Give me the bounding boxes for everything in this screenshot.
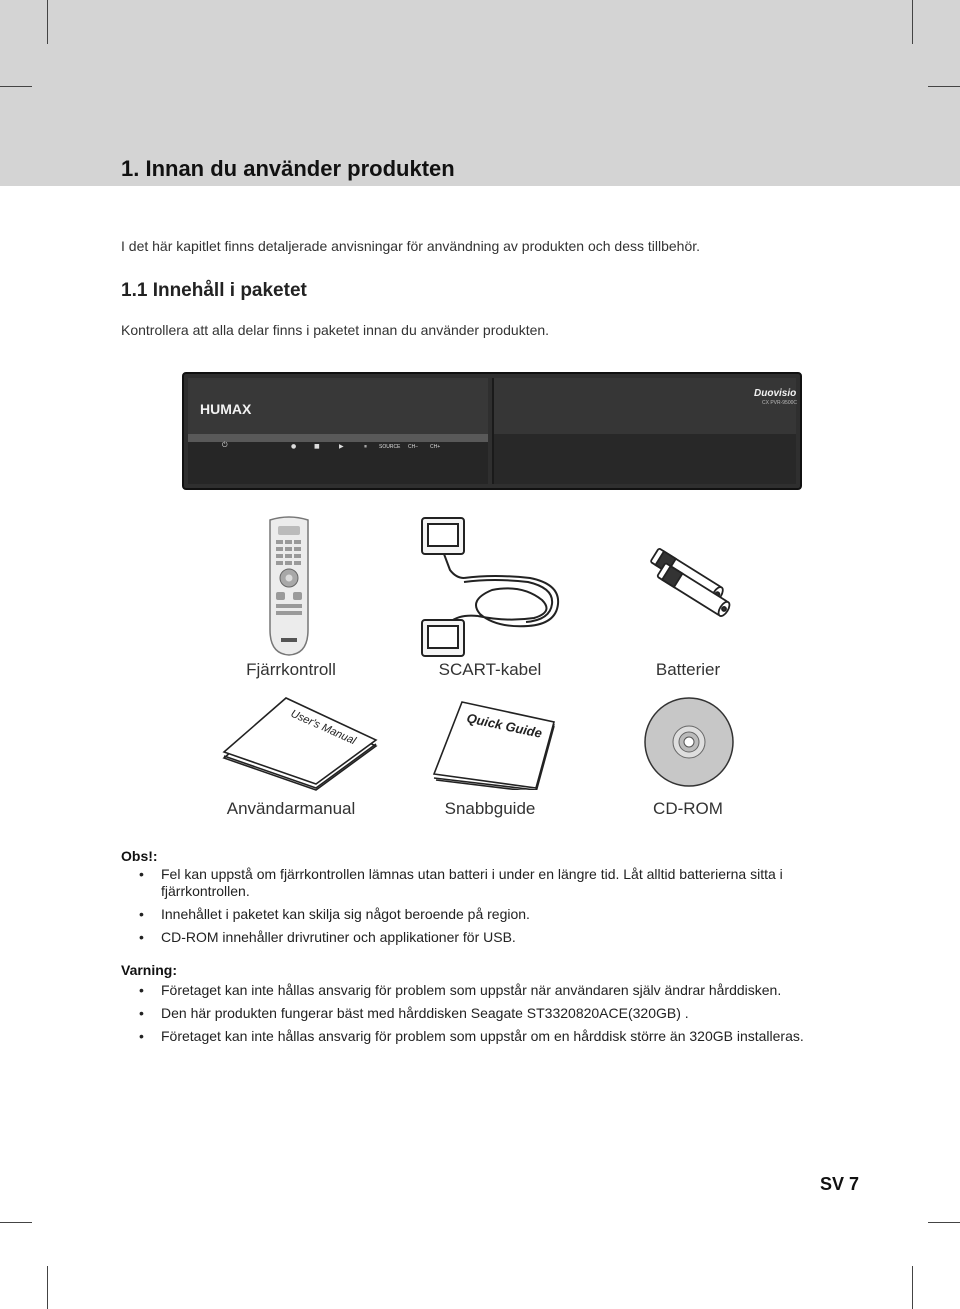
scart-cable-icon bbox=[410, 512, 572, 662]
ch-up-button-label: CH+ bbox=[430, 444, 441, 450]
device-brand: HUMAX bbox=[200, 401, 252, 417]
warning-text: Företaget kan inte hållas ansvarig för problem som uppstår om en hårddisk större än 320GB installeras. bbox=[161, 1028, 804, 1044]
page-number: SV 7 bbox=[820, 1174, 860, 1194]
quick-guide-cover-text: Quick Guide bbox=[465, 710, 544, 741]
quick-guide-icon bbox=[432, 700, 558, 790]
device-model-code: CX PVR-9500C bbox=[762, 400, 798, 406]
crop-mark bbox=[47, 1266, 48, 1309]
warning-item bbox=[121, 1005, 821, 1022]
batteries-illustration bbox=[636, 548, 744, 622]
note-item bbox=[121, 906, 821, 923]
manual-cover-text: User's Manual bbox=[288, 707, 358, 748]
note-item bbox=[121, 929, 821, 946]
user-manual-icon bbox=[220, 696, 380, 792]
power-icon: ⏻ bbox=[222, 441, 228, 449]
chapter-intro: I det här kapitlet finns detaljerade anvisningar för användning av produkten och dess tillbehör. bbox=[121, 238, 701, 254]
bullet: • bbox=[139, 1005, 144, 1021]
note-text: Innehållet i paketet kan skilja sig något beroende på region. bbox=[161, 906, 530, 922]
record-icon: ● bbox=[291, 443, 297, 450]
warning-text: Den här produkten fungerar bäst med hårddisken Seagate ST3320820ACE(320GB) . bbox=[161, 1005, 689, 1021]
caption-quickguide: Snabbguide bbox=[444, 799, 536, 818]
set-top-box-illustration bbox=[182, 372, 802, 490]
warning-list bbox=[121, 982, 821, 1045]
caption-cdrom: CD-ROM bbox=[653, 799, 723, 818]
bullet: • bbox=[139, 982, 144, 998]
chapter-title: 1. Innan du använder produkten bbox=[121, 156, 455, 181]
pause-icon: ⏸ bbox=[364, 443, 368, 450]
section-intro: Kontrollera att alla delar finns i paketet innan du använder produkten. bbox=[121, 322, 550, 338]
note-item bbox=[121, 866, 821, 900]
note-text: CD-ROM innehåller drivrutiner och applikationer för USB. bbox=[161, 929, 516, 945]
bullet: • bbox=[139, 1028, 144, 1044]
play-icon: ▶ bbox=[339, 443, 344, 450]
user-manual-illustration bbox=[220, 696, 380, 792]
remote-control-illustration bbox=[264, 514, 314, 656]
note-heading: Obs!: bbox=[121, 848, 158, 864]
bullet: • bbox=[139, 866, 144, 882]
cd-rom-icon bbox=[643, 696, 735, 788]
crop-mark bbox=[928, 1222, 960, 1223]
source-button-label: SOURCE bbox=[379, 444, 401, 450]
warning-heading: Varning: bbox=[121, 962, 178, 978]
caption-batteries: Batterier bbox=[655, 660, 721, 679]
crop-mark bbox=[912, 0, 913, 44]
crop-mark bbox=[912, 1266, 913, 1309]
warning-item bbox=[121, 982, 821, 999]
warning-text: Företaget kan inte hållas ansvarig för problem som uppstår när användaren själv ändrar hårddisken. bbox=[161, 982, 782, 998]
device-model-logo: Duovisio bbox=[754, 388, 797, 399]
crop-mark bbox=[47, 0, 48, 44]
caption-scart: SCART-kabel bbox=[438, 660, 542, 679]
warning-item bbox=[121, 1028, 821, 1045]
crop-mark bbox=[0, 86, 32, 87]
bullet: • bbox=[139, 929, 144, 945]
note-list bbox=[121, 866, 821, 946]
crop-mark bbox=[0, 1222, 32, 1223]
bullet: • bbox=[139, 906, 144, 922]
note-text: Fel kan uppstå om fjärrkontrollen lämnas utan batteri i under en längre tid. Låt alltid batterierna sitta i fjärrkontrollen. bbox=[161, 866, 783, 899]
quick-guide-illustration bbox=[432, 700, 558, 790]
ch-down-button-label: CH− bbox=[408, 444, 419, 450]
cd-rom-illustration bbox=[643, 696, 735, 788]
caption-manual: Användarmanual bbox=[226, 799, 356, 818]
caption-remote: Fjärrkontroll bbox=[246, 660, 336, 679]
remote-control-icon bbox=[264, 514, 314, 656]
section-title: 1.1 Innehåll i paketet bbox=[121, 280, 307, 301]
scart-cable-illustration bbox=[410, 512, 572, 662]
crop-mark bbox=[928, 86, 960, 87]
set-top-box-icon bbox=[182, 372, 802, 490]
batteries-icon bbox=[636, 548, 744, 622]
stop-icon: ■ bbox=[314, 443, 320, 450]
